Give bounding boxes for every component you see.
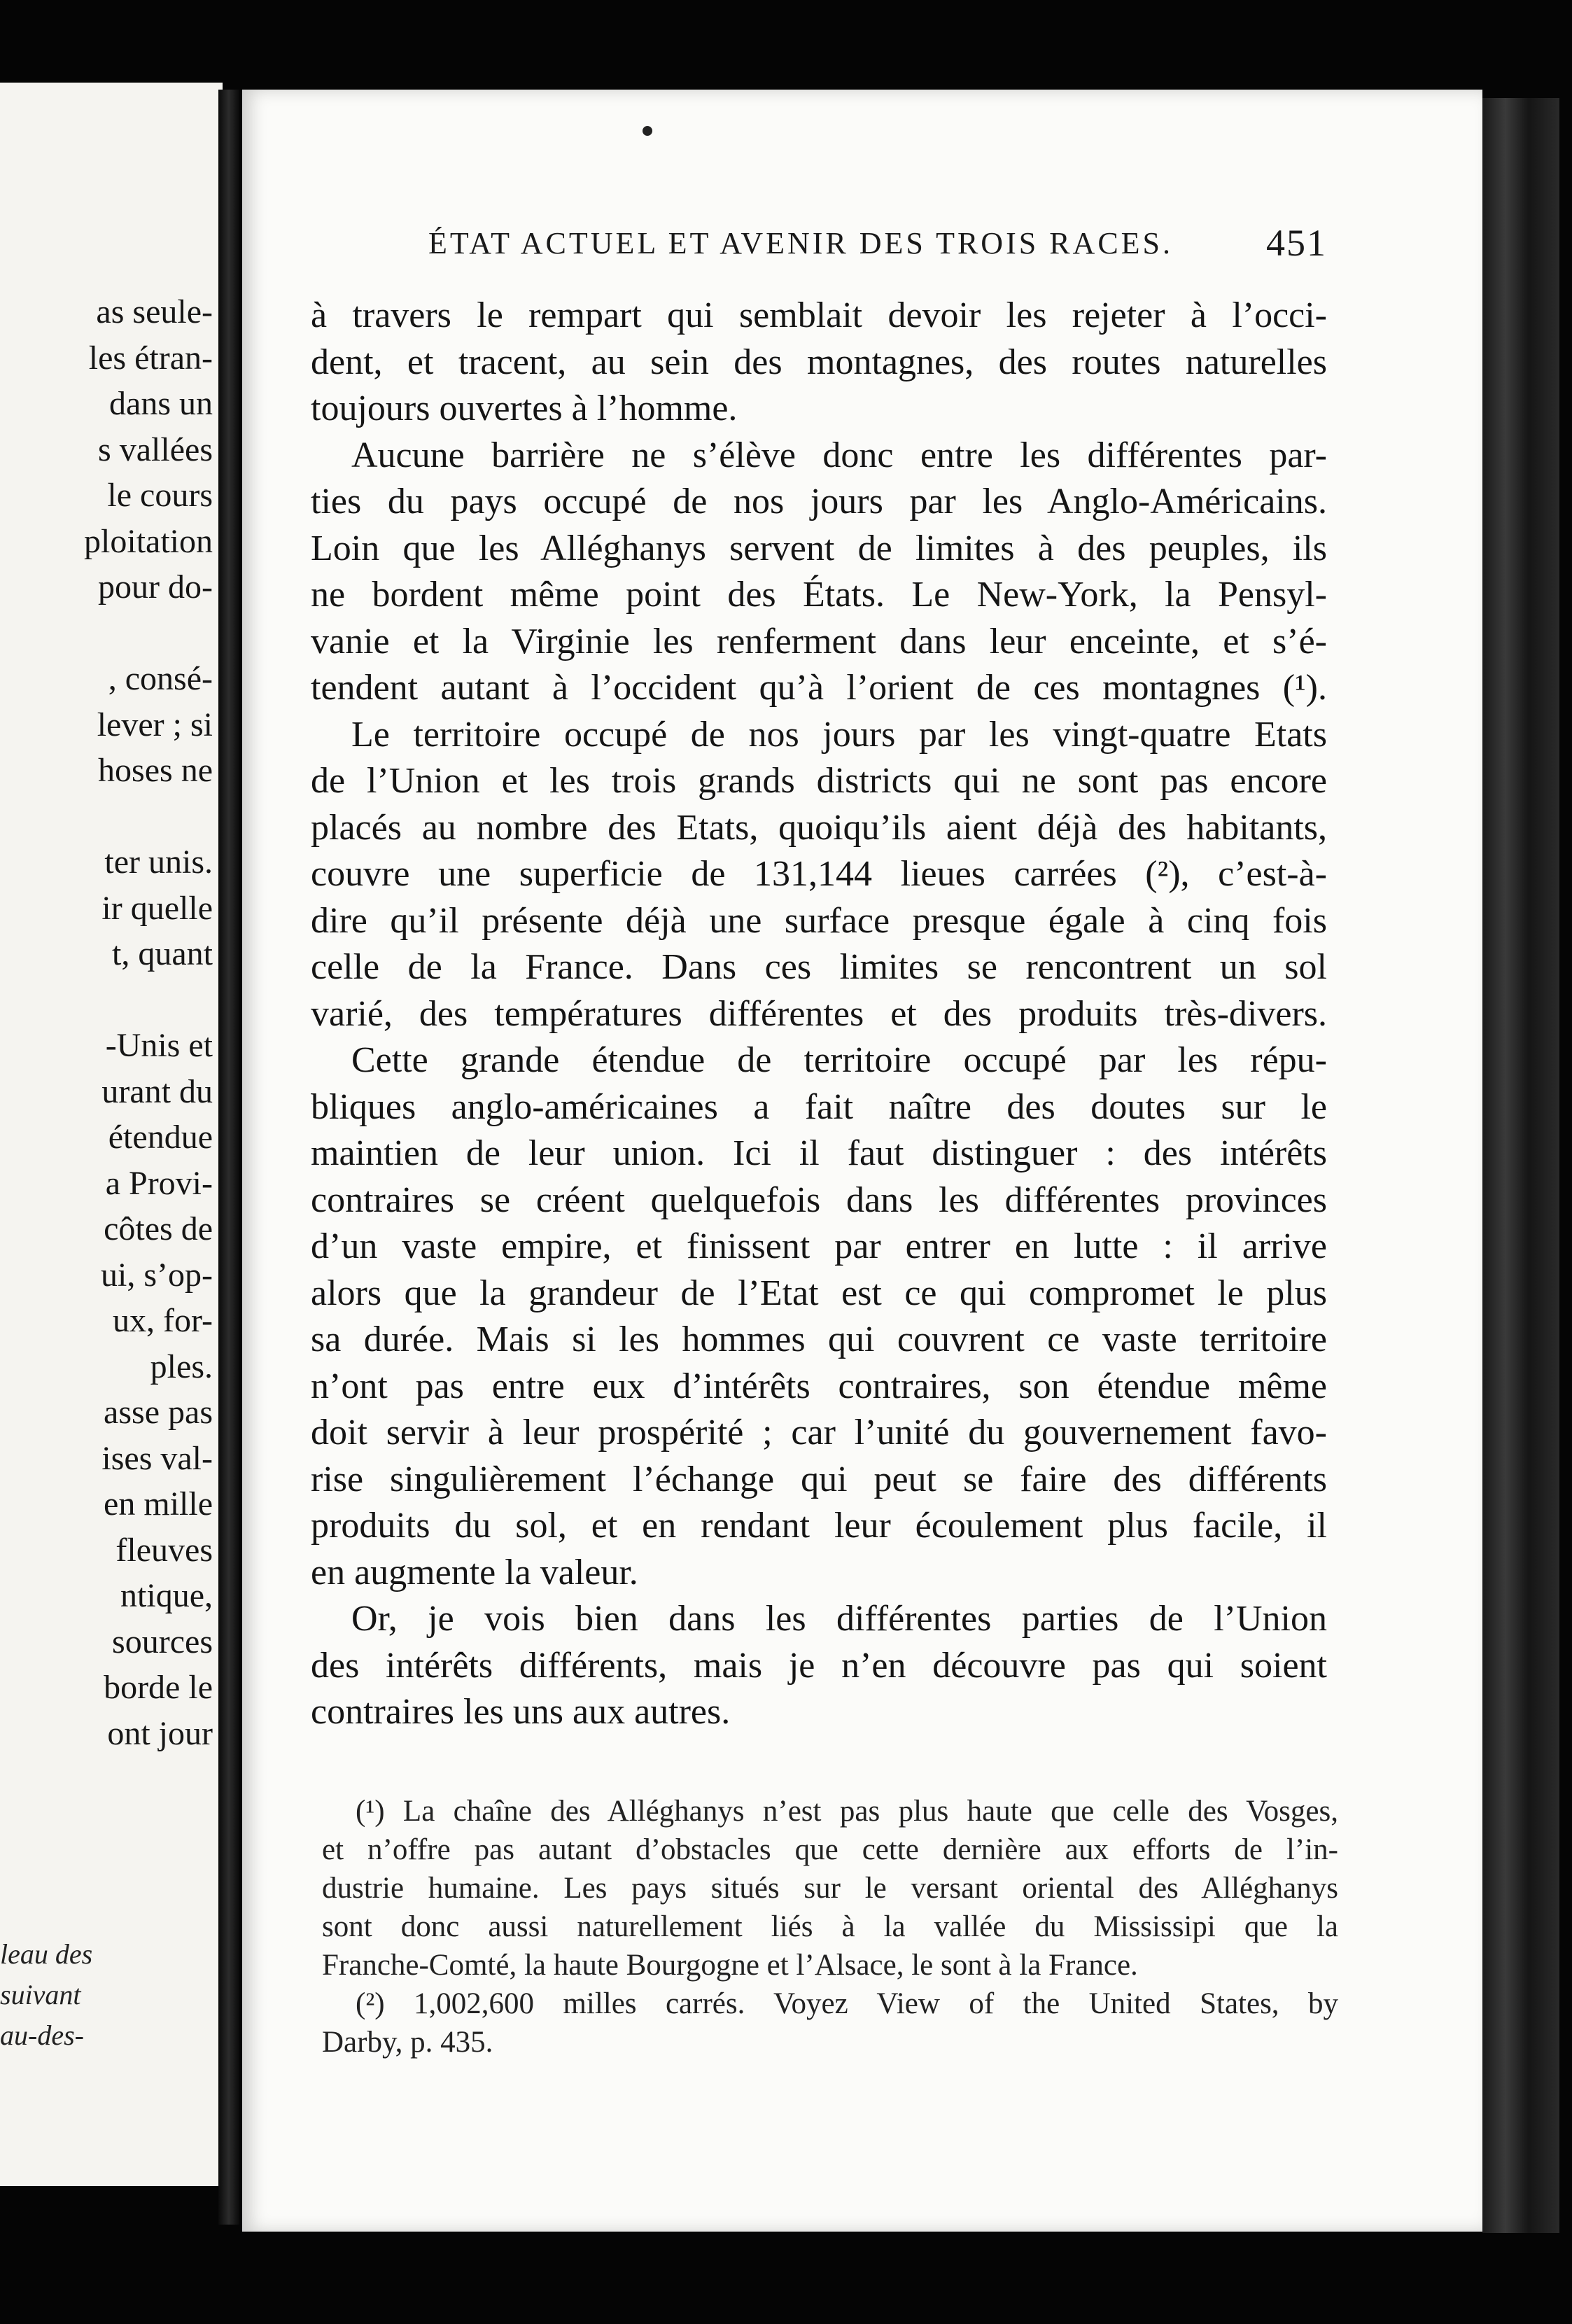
- footnote-line: Darby, p. 435.: [322, 2026, 493, 2059]
- text-line: tendent autant à l’occident qu’à l’orient de ces montagnes (¹).: [311, 668, 1327, 708]
- left-page-line: t, quant: [112, 935, 213, 972]
- left-page-footnote-line: suivant: [0, 1979, 81, 2010]
- left-page-line: ises val-: [101, 1439, 213, 1477]
- left-page-line: , consé-: [108, 660, 213, 697]
- left-page-line: s vallées: [98, 430, 213, 468]
- text-line: Aucune barrière ne s’élève donc entre les différentes par-: [351, 435, 1327, 475]
- left-page-gap: [84, 794, 213, 840]
- text-line: couvre une superficie de 131,144 lieues carrées (²), c’est-à-: [311, 854, 1327, 894]
- left-page-text-column: [84, 289, 213, 1756]
- left-page-line: ux, for-: [113, 1302, 213, 1339]
- left-page-line: ui, s’op-: [101, 1256, 213, 1294]
- text-line: placés au nombre des Etats, quoiqu’ils aient déjà des habitants,: [311, 807, 1327, 848]
- page-number: 451: [1266, 222, 1327, 264]
- left-page-line: le cours: [107, 477, 213, 514]
- text-line: alors que la grandeur de l’Etat est ce qui compromet le plus: [311, 1273, 1327, 1313]
- left-page-line: asse pas: [104, 1394, 213, 1431]
- text-line: Cette grande étendue de territoire occupé par les répu-: [351, 1040, 1327, 1080]
- left-page-line: les étran-: [88, 339, 213, 377]
- text-line: dire qu’il présente déjà une surface presque égale à cinq fois: [311, 900, 1327, 941]
- text-line: varié, des températures différentes et des produits très-divers.: [311, 993, 1327, 1034]
- footnote-line: (¹) La chaîne des Alléghanys n’est pas plus haute que celle des Vosges,: [356, 1795, 1338, 1828]
- text-line: des intérêts différents, mais je n’en découvre pas qui soient: [311, 1645, 1327, 1686]
- text-line: à travers le rempart qui semblait devoir les rejeter à l’occi-: [311, 295, 1327, 335]
- text-line: rise singulièrement l’échange qui peut se faire des différents: [311, 1459, 1327, 1499]
- text-line: Loin que les Alléghanys servent de limites à des peuples, ils: [311, 528, 1327, 568]
- text-line: sa durée. Mais si les hommes qui couvrent ce vaste territoire: [311, 1320, 1327, 1359]
- footnote-line: dustrie humaine. Les pays situés sur le versant oriental des Alléghanys: [322, 1872, 1338, 1905]
- left-page-line: urant du: [101, 1072, 213, 1110]
- text-line: ne bordent même point des États. Le New-York, la Pensyl-: [311, 575, 1327, 615]
- text-line: dent, et tracent, au sein des montagnes, des routes naturelles: [311, 342, 1327, 382]
- running-title: ÉTAT ACTUEL ET AVENIR DES TROIS RACES.: [428, 226, 1174, 260]
- left-page-line: as seule-: [96, 293, 213, 330]
- text-line: vanie et la Virginie les renferment dans leur enceinte, et s’é-: [311, 621, 1327, 662]
- left-page-line: ploitation: [84, 522, 213, 560]
- left-page-line: a Provi-: [105, 1164, 213, 1202]
- book-binding-gutter: [218, 90, 239, 2225]
- left-page-line: pour do-: [98, 568, 213, 606]
- text-line: contraires se créent quelquefois dans les différentes provinces: [311, 1180, 1327, 1220]
- left-facing-page: [0, 83, 223, 2186]
- text-line: bliques anglo-américaines a fait naître des doutes sur le: [311, 1086, 1327, 1127]
- running-header: [428, 222, 1327, 264]
- left-page-line: borde le: [104, 1669, 213, 1706]
- left-page-line: lever ; si: [97, 706, 213, 743]
- left-page-line: ont jour: [107, 1714, 213, 1752]
- left-page-line: dans un: [109, 385, 213, 422]
- text-line: Le territoire occupé de nos jours par les vingt-quatre Etats: [351, 714, 1327, 755]
- text-line: n’ont pas entre eux d’intérêts contraires, son étendue même: [311, 1366, 1327, 1406]
- text-line: toujours ouvertes à l’homme.: [311, 388, 738, 428]
- left-page-line: en mille: [104, 1485, 213, 1522]
- left-page-footnote-line: leau des: [0, 1938, 93, 1970]
- left-page-line: ples.: [150, 1348, 213, 1385]
- left-page-line: hoses ne: [98, 752, 213, 789]
- left-page-line: -Unis et: [105, 1027, 213, 1064]
- ink-speck: [643, 126, 652, 136]
- text-line: doit servir à leur prospérité ; car l’unité du gouvernement favo-: [311, 1413, 1327, 1452]
- page-edge-shadow: [1482, 98, 1559, 2233]
- left-page-footnote-fragments: [0, 1934, 92, 2056]
- left-page-gap: [84, 610, 213, 657]
- left-page-line: ir quelle: [101, 889, 213, 927]
- text-line: en augmente la valeur.: [311, 1552, 638, 1592]
- footnote-line: Franche-Comté, la haute Bourgogne et l’Alsace, le sont à la France.: [322, 1949, 1138, 1982]
- text-line: ties du pays occupé de nos jours par les Anglo-Américains.: [311, 482, 1327, 522]
- text-line: celle de la France. Dans ces limites se rencontrent un sol: [311, 947, 1327, 987]
- left-page-line: sources: [112, 1623, 213, 1660]
- left-page-line: étendue: [108, 1119, 213, 1156]
- left-page-line: côtes de: [104, 1210, 213, 1247]
- text-line: Or, je vois bien dans les différentes parties de l’Union: [351, 1599, 1327, 1639]
- footnote-line: (²) 1,002,600 milles carrés. Voyez View of the United States, by: [356, 1987, 1338, 2020]
- footnote-line: sont donc aussi naturellement liés à la vallée du Mississipi que la: [322, 1910, 1338, 1943]
- footnotes: [322, 1792, 1338, 2062]
- left-page-line: fleuves: [115, 1531, 213, 1569]
- text-line: produits du sol, et en rendant leur écoulement plus facile, il: [311, 1506, 1327, 1546]
- left-page-line: ter unis.: [104, 844, 213, 881]
- text-line: de l’Union et les trois grands districts qui ne sont pas encore: [311, 761, 1327, 801]
- text-line: maintien de leur union. Ici il faut distinguer : des intérêts: [311, 1133, 1327, 1173]
- left-page-line: ntique,: [120, 1577, 213, 1614]
- main-body-text: [311, 293, 1327, 1736]
- left-page-gap: [84, 977, 213, 1023]
- footnote-line: et n’offre pas autant d’obstacles que cette dernière aux efforts de l’in-: [322, 1833, 1338, 1866]
- left-page-footnote-line: au-des-: [0, 2019, 84, 2051]
- text-line: d’un vaste empire, et finissent par entrer en lutte : il arrive: [311, 1226, 1327, 1266]
- text-line: contraires les uns aux autres.: [311, 1692, 731, 1732]
